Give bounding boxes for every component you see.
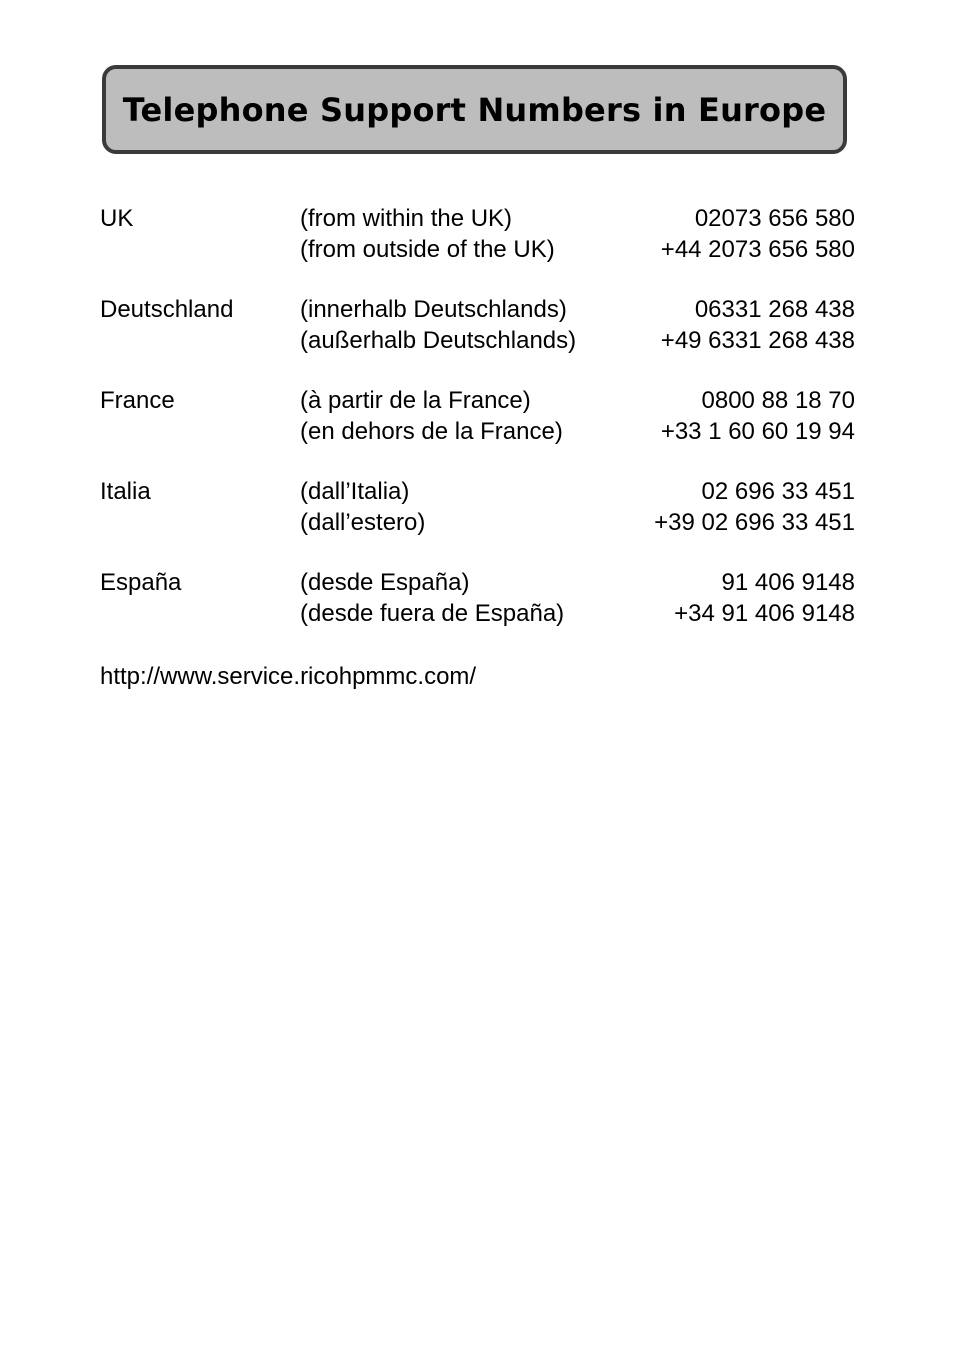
phone-number: 06331 268 438: [694, 296, 855, 323]
line-description: (à partir de la France): [300, 387, 531, 414]
country-name: Italia: [100, 478, 151, 505]
line-description: (dall’Italia): [300, 478, 410, 505]
country-name: España: [100, 569, 182, 596]
country-name: Deutschland: [100, 296, 234, 323]
support-line: [100, 326, 855, 357]
phone-number: 91 406 9148: [721, 569, 855, 596]
line-description: (außerhalb Deutschlands): [300, 326, 577, 354]
line-description: (innerhalb Deutschlands): [300, 296, 567, 323]
support-line: [100, 477, 855, 508]
country-block-italia: [100, 477, 855, 538]
support-line: [100, 568, 855, 599]
title-banner: [102, 65, 847, 154]
country-block-france: [100, 386, 855, 447]
country-name: UK: [100, 205, 134, 232]
phone-number: +44 2073 656 580: [660, 235, 855, 263]
country-name: France: [100, 387, 175, 414]
line-description: (dall’estero): [300, 508, 426, 536]
page-title: Telephone Support Numbers in Europe: [122, 90, 827, 129]
line-description: (desde fuera de España): [300, 599, 565, 627]
phone-number: +39 02 696 33 451: [654, 508, 855, 536]
support-line: [100, 235, 855, 266]
phone-number: +34 91 406 9148: [674, 599, 855, 627]
line-description: (en dehors de la France): [300, 417, 563, 445]
support-line: [100, 508, 855, 539]
line-description: (from within the UK): [300, 205, 513, 232]
support-directory: [100, 204, 855, 659]
country-block-espana: [100, 568, 855, 629]
support-line: [100, 295, 855, 326]
support-line: [100, 417, 855, 448]
country-block-uk: [100, 204, 855, 265]
support-line: [100, 204, 855, 235]
line-description: (from outside of the UK): [300, 235, 555, 263]
website-url: http://www.service.ricohpmmc.com/: [100, 663, 477, 690]
support-line: [100, 386, 855, 417]
line-description: (desde España): [300, 569, 470, 596]
phone-number: +49 6331 268 438: [660, 326, 855, 354]
country-block-deutschland: [100, 295, 855, 356]
phone-number: 0800 88 18 70: [701, 387, 855, 414]
phone-number: 02 696 33 451: [701, 478, 855, 505]
phone-number: 02073 656 580: [694, 205, 855, 232]
phone-number: +33 1 60 60 19 94: [660, 417, 855, 445]
support-line: [100, 599, 855, 630]
